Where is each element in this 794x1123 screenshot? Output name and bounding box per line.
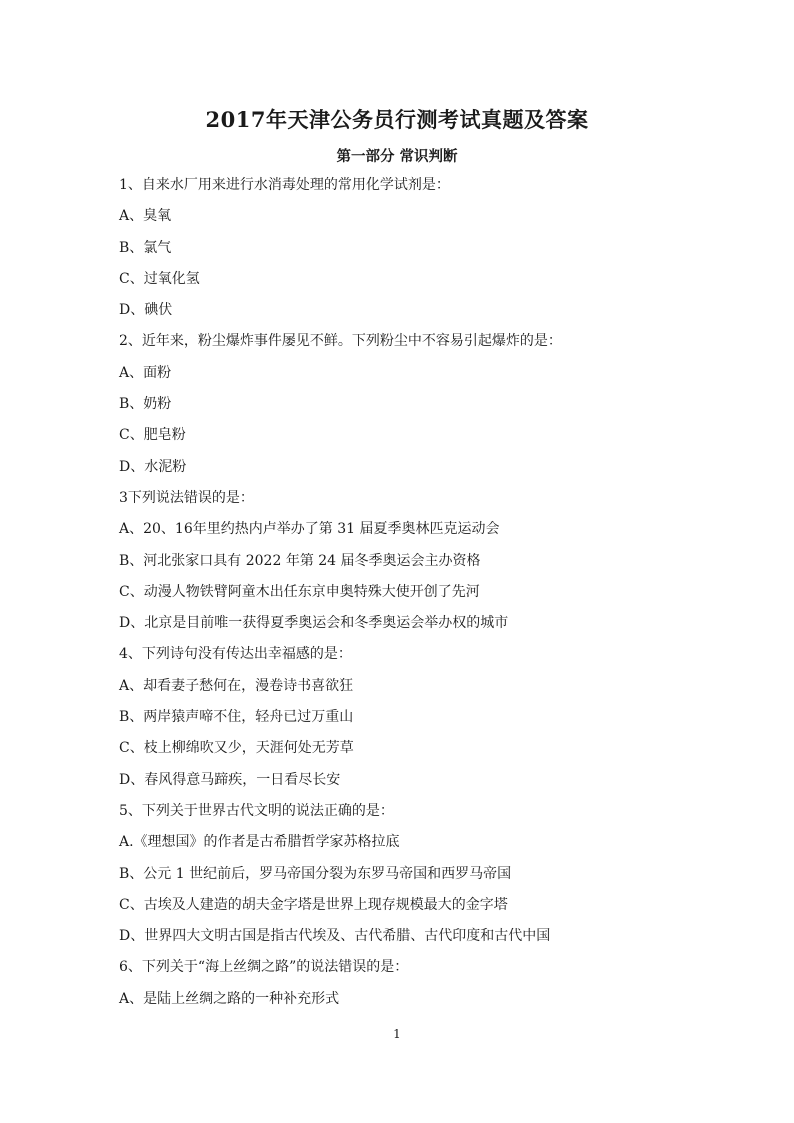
question-4-option-b: B、两岸猿声啼不住，轻舟已过万重山 [119, 709, 354, 726]
question-2-option-b: B、奶粉 [119, 396, 172, 413]
question-5-option-c: C、古埃及人建造的胡夫金字塔是世界上现存规模最大的金字塔 [119, 896, 508, 913]
question-1-option-d: D、碘伏 [119, 302, 173, 319]
question-1-stem: 1、自来水厂用来进行水消毒处理的常用化学试剂是： [119, 177, 450, 193]
question-3-option-b: B、河北张家口具有 2022 年第 24 届冬季奥运会主办资格 [119, 552, 481, 569]
question-2-stem: 2、近年来，粉尘爆炸事件屡见不鲜。下列粉尘中不容易引起爆炸的是： [119, 333, 562, 350]
question-3-option-c: C、动漫人物铁臂阿童木出任东京申奥特殊大使开创了先河 [119, 583, 480, 600]
question-5-option-a: A.《理想国》的作者是古希腊哲学家苏格拉底 [119, 834, 400, 851]
question-5-option-d: D、世界四大文明古国是指古代埃及、古代希腊、古代印度和古代中国 [119, 928, 551, 945]
question-4-option-a: A、却看妻子愁何在，漫卷诗书喜欲狂 [119, 677, 354, 694]
question-2-option-c: C、肥皂粉 [119, 427, 186, 444]
question-2-option-a: A、面粉 [119, 364, 172, 381]
question-4-option-c: C、枝上柳绵吹又少，天涯何处无芳草 [119, 740, 354, 757]
page-title: 2017年天津公务员行测考试真题及答案 [205, 107, 589, 132]
section-heading: 第一部分 常识判断 [336, 148, 458, 165]
question-body [119, 170, 719, 1015]
question-2-option-d: D、水泥粉 [119, 458, 187, 475]
question-5-stem: 5、下列关于世界古代文明的说法正确的是： [119, 802, 394, 819]
question-6-stem: 6、下列关于“海上丝绸之路”的说法错误的是： [119, 959, 409, 976]
question-3-option-d: D、北京是目前唯一获得夏季奥运会和冬季奥运会举办权的城市 [119, 615, 509, 632]
question-1-option-b: B、氯气 [119, 239, 172, 256]
question-4-stem: 4、下列诗句没有传达出幸福感的是： [119, 646, 352, 663]
question-1-option-c: C、过氧化氢 [119, 270, 200, 287]
question-3-stem: 3下列说法错误的是： [119, 489, 254, 506]
page-number: 1 [393, 1027, 401, 1041]
question-4-option-d: D、春风得意马蹄疾，一日看尽长安 [119, 771, 341, 788]
question-1-option-a: A、臭氧 [119, 208, 172, 225]
question-3-option-a: A、20、16年里约热内卢举办了第 31 届夏季奥林匹克运动会 [119, 521, 500, 538]
question-6-option-a: A、是陆上丝绸之路的一种补充形式 [119, 990, 340, 1007]
question-5-option-b: B、公元 1 世纪前后，罗马帝国分裂为东罗马帝国和西罗马帝国 [119, 865, 512, 882]
